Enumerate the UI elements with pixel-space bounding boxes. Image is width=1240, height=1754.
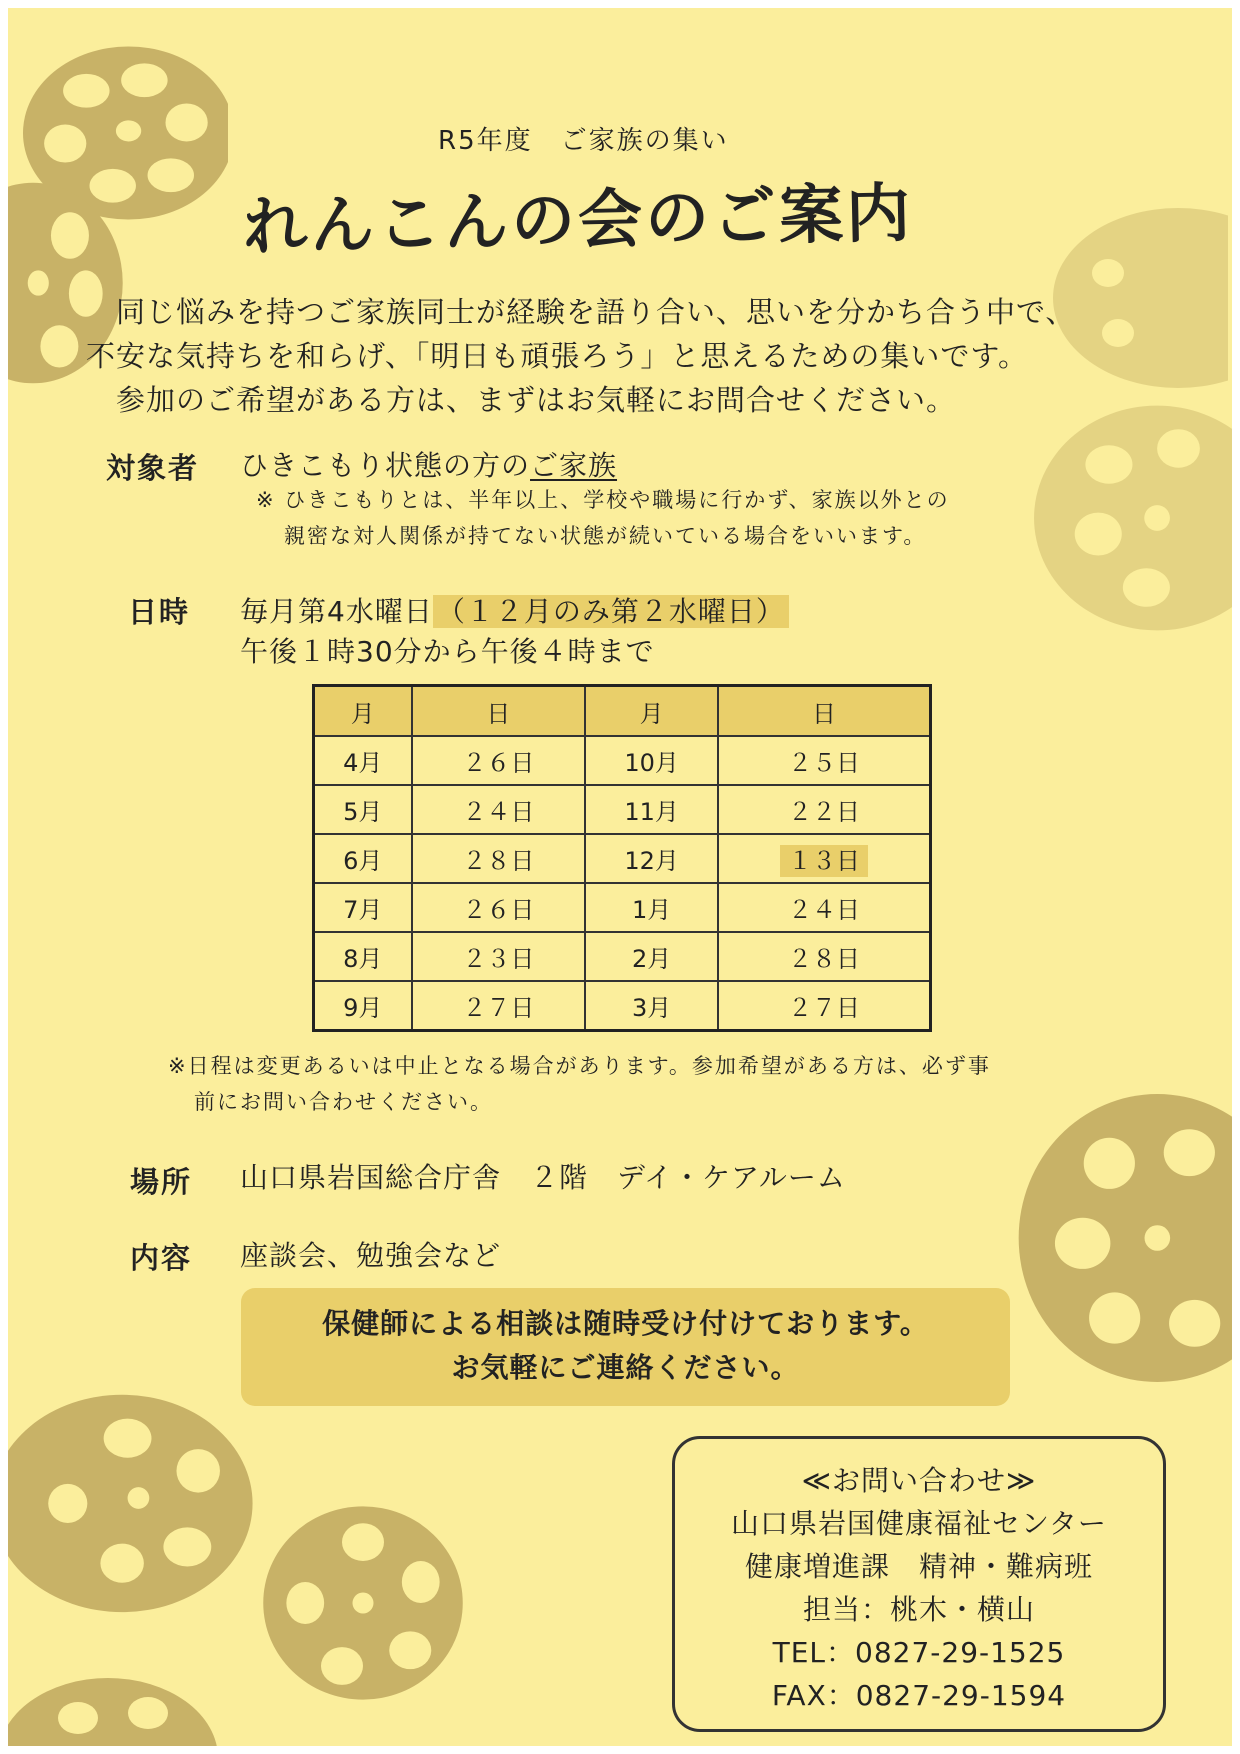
schedule-header-cell: 日 xyxy=(718,686,930,737)
lotus-root-slice-icon xyxy=(8,1378,258,1618)
contact-fax: FAX：0827-29-1594 xyxy=(771,1679,1067,1712)
content-label: 内容 xyxy=(130,1241,193,1275)
target-label: 対象者 xyxy=(106,451,200,485)
target-note: 親密な対人関係が持てない状態が続いている場合をいいます。 xyxy=(284,524,927,548)
schedule-cell: ２３日 xyxy=(412,932,586,981)
datetime-line2: 午後１時30分から午後４時まで xyxy=(240,635,655,668)
schedule-cell: 10月 xyxy=(585,736,718,785)
december-date-highlight: １３日 xyxy=(780,845,868,877)
target-value xyxy=(240,444,617,484)
schedule-cell: 7月 xyxy=(314,883,412,932)
consultation-line: 保健師による相談は随時受け付けております。 xyxy=(322,1307,929,1340)
subtitle: R5年度 ご家族の集い xyxy=(438,126,729,156)
schedule-header-cell: 日 xyxy=(412,686,586,737)
intro-line: 同じ悩みを持つご家族同士が経験を語り合い、思いを分かち合う中で、 xyxy=(86,295,1076,329)
schedule-note: ※日程は変更あるいは中止となる場合があります。参加希望がある方は、必ず事 xyxy=(168,1054,991,1078)
schedule-cell: ２７日 xyxy=(718,981,930,1031)
table-row xyxy=(314,736,931,785)
schedule-cell: 5月 xyxy=(314,785,412,834)
datetime-december-exception: （１２月のみ第２水曜日） xyxy=(433,595,789,628)
target-value-prefix: ひきこもり状態の方の xyxy=(240,449,531,482)
table-row xyxy=(314,932,931,981)
schedule-header-row xyxy=(314,686,931,737)
schedule-cell: ２５日 xyxy=(718,736,930,785)
contact-staff: 担当：桃木・横山 xyxy=(802,1593,1035,1626)
schedule-cell: 12月 xyxy=(585,834,718,883)
lotus-root-slice-icon xyxy=(1018,398,1232,638)
datetime-label: 日時 xyxy=(128,595,191,629)
schedule-header-cell: 月 xyxy=(585,686,718,737)
consultation-notice xyxy=(241,1288,1010,1406)
intro-line: 不安な気持ちを和らげ、「明日も頑張ろう」と思えるための集いです。 xyxy=(86,339,1029,373)
intro-text xyxy=(86,290,1075,422)
place-label: 場所 xyxy=(130,1165,193,1199)
contact-box xyxy=(672,1436,1166,1732)
place-value: 山口県岩国総合庁舎 ２階 デイ・ケアルーム xyxy=(240,1161,846,1194)
contact-dept: 健康増進課 精神・難病班 xyxy=(744,1550,1093,1583)
consultation-line: お気軽にご連絡ください。 xyxy=(451,1351,800,1384)
schedule-header-cell: 月 xyxy=(314,686,412,737)
schedule-cell: ２４日 xyxy=(412,785,586,834)
table-row xyxy=(314,883,931,932)
contact-org: 山口県岩国健康福祉センター xyxy=(731,1507,1107,1540)
schedule-cell: ２７日 xyxy=(412,981,586,1031)
lotus-root-slice-icon xyxy=(258,1498,468,1708)
schedule-cell: ２６日 xyxy=(412,883,586,932)
table-row xyxy=(314,981,931,1031)
lotus-root-slice-icon xyxy=(8,1648,228,1746)
schedule-cell: 4月 xyxy=(314,736,412,785)
datetime-line1 xyxy=(240,590,789,630)
content-value: 座談会、勉強会など xyxy=(240,1239,502,1272)
schedule-cell: ２８日 xyxy=(718,932,930,981)
intro-line: 参加のご希望がある方は、まずはお気軽にお問合せください。 xyxy=(86,383,957,417)
schedule-cell: 8月 xyxy=(314,932,412,981)
flyer-paper xyxy=(8,8,1232,1746)
schedule-cell: 1月 xyxy=(585,883,718,932)
schedule-cell-highlighted xyxy=(718,834,930,883)
page-title: れんこんの会のご案内 xyxy=(242,176,914,265)
datetime-weekday: 毎月第4水曜日 xyxy=(240,595,433,628)
contact-heading: ≪お問い合わせ≫ xyxy=(801,1464,1037,1497)
target-value-underlined: ご家族 xyxy=(530,449,618,482)
schedule-cell: ２８日 xyxy=(412,834,586,883)
schedule-cell: ２４日 xyxy=(718,883,930,932)
lotus-root-slice-icon xyxy=(1008,1088,1232,1388)
schedule-cell: 11月 xyxy=(585,785,718,834)
table-row xyxy=(314,834,931,883)
schedule-cell: ２６日 xyxy=(412,736,586,785)
schedule-note: 前にお問い合わせください。 xyxy=(194,1090,493,1114)
table-row xyxy=(314,785,931,834)
schedule-cell: 6月 xyxy=(314,834,412,883)
schedule-table xyxy=(312,684,932,1032)
schedule-cell: 3月 xyxy=(585,981,718,1031)
schedule-cell: 2月 xyxy=(585,932,718,981)
target-note: ※ ひきこもりとは、半年以上、学校や職場に行かず、家族以外との xyxy=(256,488,950,512)
schedule-cell: 9月 xyxy=(314,981,412,1031)
schedule-cell: ２２日 xyxy=(718,785,930,834)
contact-tel: TEL：0827-29-1525 xyxy=(772,1636,1066,1669)
